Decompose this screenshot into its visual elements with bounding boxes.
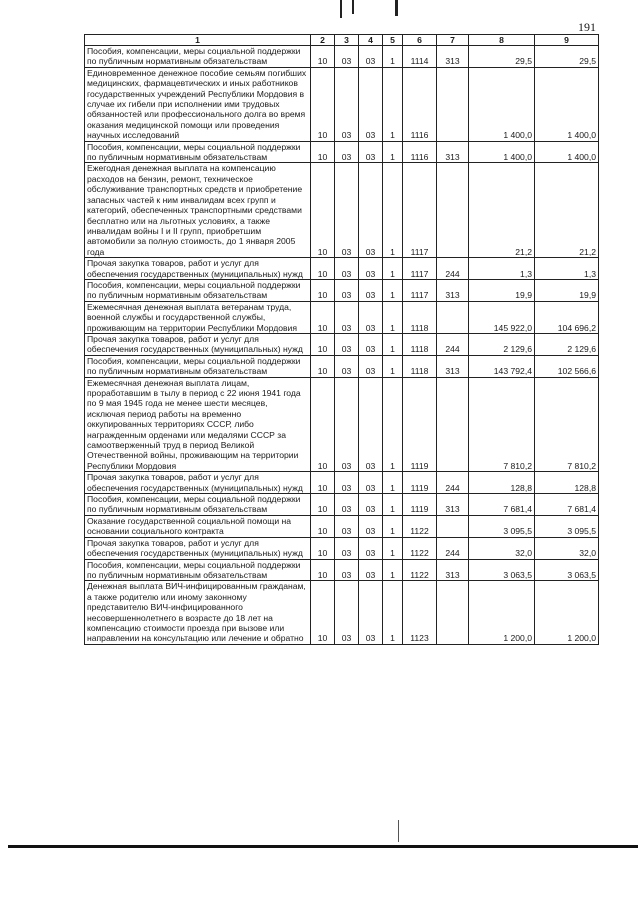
cell-code-2: 10 [311,67,335,141]
cell-code-2: 10 [311,333,335,355]
cell-code-3: 03 [335,494,359,516]
cell-code-4: 03 [359,46,383,68]
bottom-rule [8,845,638,848]
cell-code-7: 313 [437,141,469,163]
cell-code-2: 10 [311,472,335,494]
table-body [85,46,599,645]
table-row [85,537,599,559]
cell-amount-9: 1,3 [535,258,599,280]
cell-amount-8: 2 129,6 [469,333,535,355]
table-row [85,515,599,537]
cell-code-4: 03 [359,515,383,537]
cell-code-6: 1118 [403,333,437,355]
cell-code-4: 03 [359,333,383,355]
cell-code-2: 10 [311,559,335,581]
cell-amount-8: 3 095,5 [469,515,535,537]
cell-amount-9: 32,0 [535,537,599,559]
cell-amount-9: 3 063,5 [535,559,599,581]
cell-code-4: 03 [359,163,383,258]
cell-name: Денежная выплата ВИЧ-инфицированным гражданам, а также родителю или иному законному представителю ВИЧ-инфицированного несовершеннолетнего в возрасте до 18 лет на компенсацию стоимости проезда при вызове или направлении на консультацию или лечение и обратно [85,581,311,644]
cell-code-5: 1 [383,258,403,280]
cell-amount-8: 19,9 [469,279,535,301]
cell-code-6: 1114 [403,46,437,68]
cell-name: Прочая закупка товаров, работ и услуг для обеспечения государственных (муниципальных) нужд [85,537,311,559]
cell-code-4: 03 [359,301,383,333]
table-row [85,355,599,377]
table-row [85,559,599,581]
cell-code-5: 1 [383,46,403,68]
cell-code-7: 313 [437,355,469,377]
cell-code-7 [437,377,469,472]
cell-code-3: 03 [335,141,359,163]
cell-code-5: 1 [383,67,403,141]
cell-name: Оказание государственной социальной помощи на основании социального контракта [85,515,311,537]
cell-code-7: 313 [437,494,469,516]
cell-code-7: 244 [437,333,469,355]
cell-code-2: 10 [311,301,335,333]
cell-code-4: 03 [359,377,383,472]
table-row [85,472,599,494]
cell-code-6: 1119 [403,472,437,494]
cell-code-3: 03 [335,472,359,494]
cell-amount-8: 32,0 [469,537,535,559]
cell-code-3: 03 [335,559,359,581]
cell-code-6: 1117 [403,163,437,258]
column-header: 7 [437,35,469,46]
binding-mark [352,0,354,14]
cell-code-6: 1118 [403,301,437,333]
cell-amount-9: 21,2 [535,163,599,258]
cell-code-7 [437,163,469,258]
cell-code-7 [437,301,469,333]
table-row [85,258,599,280]
cell-code-3: 03 [335,355,359,377]
cell-code-6: 1117 [403,258,437,280]
cell-amount-9: 128,8 [535,472,599,494]
cell-code-6: 1118 [403,355,437,377]
cell-code-6: 1122 [403,559,437,581]
cell-code-7: 244 [437,472,469,494]
cell-name: Единовременное денежное пособие семьям погибших медицинских, фармацевтических и иных работников государственных учреждений Республики Мордовия в случае их гибели при исполнении ими трудовых обязанностей или профессионального долга во время оказания медицинской помощи или проведения научных исследований [85,67,311,141]
table-row [85,141,599,163]
cell-code-4: 03 [359,472,383,494]
table-row [85,333,599,355]
cell-code-3: 03 [335,46,359,68]
cell-amount-9: 3 095,5 [535,515,599,537]
cell-amount-9: 29,5 [535,46,599,68]
cell-code-7: 313 [437,279,469,301]
cell-amount-8: 1 200,0 [469,581,535,644]
cell-code-5: 1 [383,537,403,559]
cell-code-4: 03 [359,537,383,559]
cell-amount-8: 145 922,0 [469,301,535,333]
table-row [85,67,599,141]
cell-code-3: 03 [335,163,359,258]
cell-amount-8: 128,8 [469,472,535,494]
table-row [85,163,599,258]
page-number: 191 [578,20,596,34]
cell-code-2: 10 [311,537,335,559]
cell-code-7: 313 [437,46,469,68]
column-header: 2 [311,35,335,46]
cell-code-6: 1123 [403,581,437,644]
cell-code-3: 03 [335,67,359,141]
cell-code-5: 1 [383,333,403,355]
table-row [85,494,599,516]
cell-amount-9: 7 681,4 [535,494,599,516]
cell-amount-8: 1 400,0 [469,67,535,141]
cell-amount-8: 21,2 [469,163,535,258]
cell-name: Ежемесячная денежная выплата лицам, проработавшим в тылу в период с 22 июня 1941 года по 9 мая 1945 года не менее шести месяцев, исключая период работы на временно оккупированных территориях СССР, либо награжденным орденами или медалями СССР за самоотверженный труд в период Великой Отечественной войны, проживающим на территории Республики Мордовия [85,377,311,472]
cell-code-2: 10 [311,515,335,537]
cell-code-7: 244 [437,258,469,280]
cell-code-2: 10 [311,258,335,280]
cell-name: Пособия, компенсации, меры социальной поддержки по публичным нормативным обязательствам [85,141,311,163]
cell-code-2: 10 [311,163,335,258]
cell-name: Ежегодная денежная выплата на компенсацию расходов на бензин, ремонт, техническое обслуживание транспортных средств и приобретение запасных частей к ним инвалидам всех групп и категорий, обеспеченных транспортными средствами бесплатно или на льготных условиях, а также инвалидам войны I и II групп, приобретшим автомобили за полную стоимость, до 1 января 2005 года [85,163,311,258]
cell-code-3: 03 [335,279,359,301]
cell-code-2: 10 [311,581,335,644]
cell-code-2: 10 [311,141,335,163]
cell-code-3: 03 [335,258,359,280]
cell-code-3: 03 [335,377,359,472]
cell-code-2: 10 [311,355,335,377]
column-header: 4 [359,35,383,46]
cell-code-4: 03 [359,581,383,644]
cell-code-5: 1 [383,377,403,472]
cell-code-7 [437,67,469,141]
cell-code-5: 1 [383,141,403,163]
cell-code-5: 1 [383,559,403,581]
binding-mark [395,0,398,16]
cell-code-6: 1122 [403,515,437,537]
cell-code-6: 1116 [403,67,437,141]
column-header: 8 [469,35,535,46]
cell-code-2: 10 [311,494,335,516]
cell-code-6: 1119 [403,377,437,472]
cell-amount-9: 1 200,0 [535,581,599,644]
table-row [85,377,599,472]
cell-code-5: 1 [383,279,403,301]
cell-amount-9: 7 810,2 [535,377,599,472]
cell-amount-8: 7 810,2 [469,377,535,472]
scan-mark [398,820,399,842]
cell-code-2: 10 [311,377,335,472]
cell-code-4: 03 [359,279,383,301]
cell-amount-8: 29,5 [469,46,535,68]
budget-table [84,34,599,645]
cell-code-5: 1 [383,163,403,258]
cell-code-2: 10 [311,279,335,301]
binding-mark [340,0,342,18]
cell-amount-8: 1 400,0 [469,141,535,163]
column-header: 6 [403,35,437,46]
cell-amount-9: 1 400,0 [535,141,599,163]
cell-code-5: 1 [383,581,403,644]
table-row [85,301,599,333]
cell-name: Пособия, компенсации, меры социальной поддержки по публичным нормативным обязательствам [85,559,311,581]
cell-name: Пособия, компенсации, меры социальной поддержки по публичным нормативным обязательствам [85,279,311,301]
table-header-row [85,35,599,46]
cell-code-5: 1 [383,301,403,333]
cell-code-7: 244 [437,537,469,559]
cell-code-7 [437,581,469,644]
cell-amount-8: 143 792,4 [469,355,535,377]
cell-code-4: 03 [359,67,383,141]
cell-amount-8: 3 063,5 [469,559,535,581]
cell-code-5: 1 [383,494,403,516]
cell-code-4: 03 [359,141,383,163]
cell-amount-8: 7 681,4 [469,494,535,516]
table-row [85,581,599,644]
cell-name: Прочая закупка товаров, работ и услуг для обеспечения государственных (муниципальных) нужд [85,333,311,355]
cell-code-3: 03 [335,333,359,355]
cell-code-4: 03 [359,258,383,280]
cell-amount-9: 2 129,6 [535,333,599,355]
cell-amount-9: 1 400,0 [535,67,599,141]
cell-code-7 [437,515,469,537]
cell-code-2: 10 [311,46,335,68]
cell-code-3: 03 [335,515,359,537]
cell-code-6: 1122 [403,537,437,559]
cell-name: Пособия, компенсации, меры социальной поддержки по публичным нормативным обязательствам [85,494,311,516]
cell-code-4: 03 [359,355,383,377]
cell-code-3: 03 [335,537,359,559]
table-row [85,279,599,301]
cell-code-3: 03 [335,581,359,644]
cell-code-6: 1116 [403,141,437,163]
cell-name: Ежемесячная денежная выплата ветеранам труда, военной службы и государственной службы, проживающим на территории Республики Мордовия [85,301,311,333]
cell-code-4: 03 [359,494,383,516]
cell-name: Прочая закупка товаров, работ и услуг для обеспечения государственных (муниципальных) нужд [85,472,311,494]
column-header: 9 [535,35,599,46]
column-header: 5 [383,35,403,46]
cell-code-5: 1 [383,472,403,494]
cell-name: Пособия, компенсации, меры социальной поддержки по публичным нормативным обязательствам [85,355,311,377]
cell-amount-8: 1,3 [469,258,535,280]
cell-code-6: 1117 [403,279,437,301]
cell-amount-9: 19,9 [535,279,599,301]
cell-code-7: 313 [437,559,469,581]
cell-name: Пособия, компенсации, меры социальной поддержки по публичным нормативным обязательствам [85,46,311,68]
cell-amount-9: 102 566,6 [535,355,599,377]
column-header: 1 [85,35,311,46]
table-row [85,46,599,68]
cell-code-6: 1119 [403,494,437,516]
cell-amount-9: 104 696,2 [535,301,599,333]
column-header: 3 [335,35,359,46]
cell-code-5: 1 [383,515,403,537]
cell-code-4: 03 [359,559,383,581]
cell-code-5: 1 [383,355,403,377]
cell-name: Прочая закупка товаров, работ и услуг для обеспечения государственных (муниципальных) нужд [85,258,311,280]
cell-code-3: 03 [335,301,359,333]
